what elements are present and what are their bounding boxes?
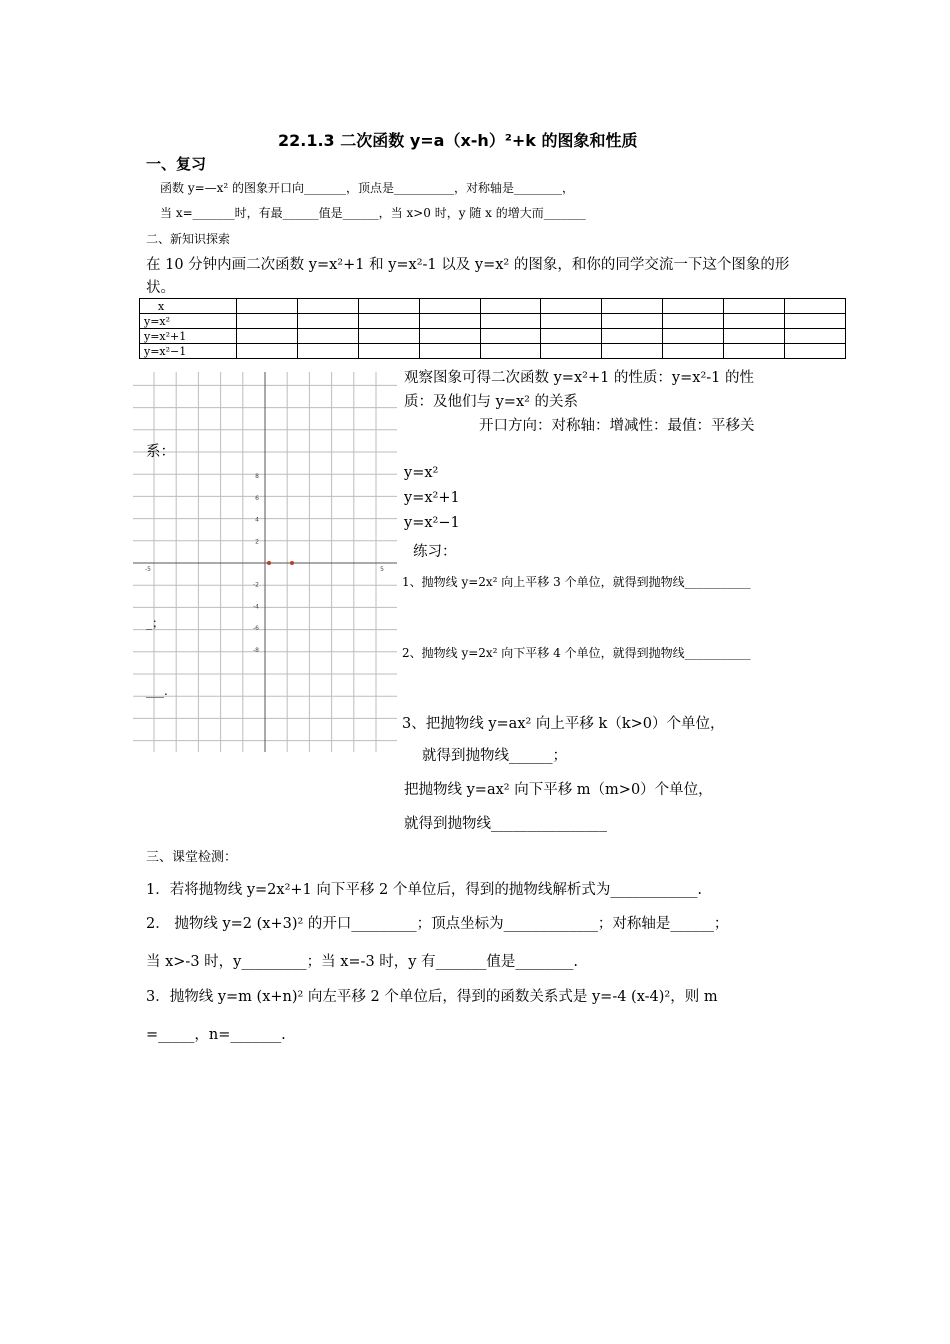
page-title: 22.1.3 二次函数 y=a（x-h）²+k 的图象和性质: [278, 131, 638, 150]
practice-question-3c: 把抛物线 y=ax² 向下平移 m（m>0）个单位，: [404, 782, 713, 798]
section-explore-heading: 二、新知识探索: [146, 232, 231, 246]
section-check-heading: 三、课堂检测：: [146, 850, 238, 865]
practice-heading: 练习：: [413, 544, 457, 560]
function-label-2: y=x²+1: [404, 490, 460, 506]
check-problem-1: 1．若将抛物线 y=2x²+1 向下平移 2 个单位后，得到的抛物线解析式为____________.: [146, 882, 702, 898]
practice-question-3b: 就得到抛物线______；: [422, 748, 567, 764]
x-tick-label: 5: [380, 566, 384, 573]
practice-question-1-cont: _；: [146, 616, 165, 630]
y-tick-label: 4: [255, 516, 259, 524]
table-row-header: y=x²+1: [140, 329, 237, 344]
function-label-3: y=x²−1: [404, 515, 460, 531]
review-line-1: 函数 y=—x² 的图象开口向_______，顶点是__________，对称轴是________，: [160, 181, 575, 195]
check-problem-2a: 2． 抛物线 y=2 (x+3)² 的开口_________；顶点坐标为_____________；对称轴是______；: [146, 916, 729, 932]
y-tick-label: 2: [255, 538, 259, 546]
y-tick-label: -4: [253, 603, 259, 611]
x-tick-label: -5: [145, 566, 151, 573]
graph-point: [267, 561, 271, 565]
table-row-header: x: [140, 299, 237, 314]
practice-question-3d: 就得到抛物线________________: [404, 816, 607, 832]
function-label-1: y=x²: [404, 465, 439, 481]
practice-question-2: 2、抛物线 y=2x² 向下平移 4 个单位，就得到抛物线___________: [402, 646, 751, 660]
y-tick-label: 6: [255, 494, 259, 502]
practice-question-1: 1、抛物线 y=2x² 向上平移 3 个单位，就得到抛物线___________: [402, 575, 751, 589]
practice-question-3a: 3、把抛物线 y=ax² 向上平移 k（k>0）个单位，: [402, 716, 725, 732]
table-row-header: y=x²: [140, 314, 237, 329]
table-row-header: y=x²−1: [140, 344, 237, 359]
table-row: [140, 344, 846, 359]
observe-line-2: 质：及他们与 y=x² 的关系: [404, 394, 579, 410]
observe-line-1: 观察图象可得二次函数 y=x²+1 的性质：y=x²-1 的性: [404, 370, 754, 386]
explore-intro-2: 状。: [146, 280, 175, 296]
check-problem-2b: 当 x>-3 时，y_________；当 x=-3 时，y 有_______值是________.: [146, 954, 578, 970]
check-problem-3b: =_____，n=_______.: [146, 1027, 286, 1043]
y-tick-label: -2: [253, 581, 259, 589]
graph-point: [290, 561, 294, 565]
section-review-heading: 一、复习: [146, 155, 207, 173]
y-tick-label: 8: [255, 473, 259, 481]
coordinate-grid: [133, 372, 397, 752]
review-line-2: 当 x=_______时，有最______值是______，当 x>0 时，y 随 x 的增大而_______: [160, 206, 586, 220]
check-problem-3a: 3．抛物线 y=m (x+n)² 向左平移 2 个单位后，得到的函数关系式是 y=-4 (x-4)²，则 m: [146, 989, 718, 1005]
value-table: [139, 298, 846, 359]
properties-line-cont: 系：: [146, 444, 175, 460]
table-row: [140, 299, 846, 314]
table-row: [140, 314, 846, 329]
table-row: [140, 329, 846, 344]
explore-intro-1: 在 10 分钟内画二次函数 y=x²+1 和 y=x²-1 以及 y=x² 的图象，和你的同学交流一下这个图象的形: [146, 257, 790, 273]
properties-line: 开口方向：对称轴：增减性：最值：平移关: [479, 418, 755, 434]
practice-question-2-cont: ___.: [146, 684, 168, 698]
y-tick-label: -8: [253, 646, 259, 654]
y-tick-label: -6: [253, 625, 259, 633]
